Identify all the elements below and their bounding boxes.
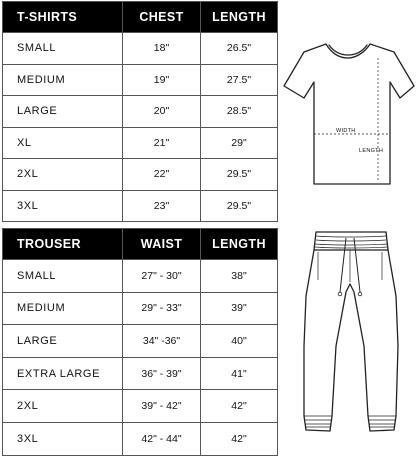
table-row <box>3 33 278 65</box>
size-cell: 3XL <box>3 190 123 222</box>
tshirt-header-chest: CHEST <box>123 2 201 33</box>
table-row <box>3 292 278 325</box>
chest-cell: 18" <box>123 33 201 65</box>
size-cell: 2XL <box>3 390 123 423</box>
waist-cell: 29" - 33" <box>123 292 201 325</box>
tshirt-size-table <box>2 1 278 222</box>
size-cell: LARGE <box>3 325 123 358</box>
table-row <box>3 159 278 191</box>
table-row <box>3 260 278 293</box>
chest-cell: 21" <box>123 127 201 159</box>
table-row <box>3 64 278 96</box>
waist-cell: 39" - 42" <box>123 390 201 423</box>
table-row <box>3 96 278 128</box>
length-cell: 29.5" <box>201 190 278 222</box>
table-row <box>3 127 278 159</box>
length-cell: 29" <box>201 127 278 159</box>
length-cell: 41" <box>201 357 278 390</box>
size-cell: SMALL <box>3 33 123 65</box>
size-cell: MEDIUM <box>3 292 123 325</box>
trouser-header-size: TROUSER <box>3 229 123 260</box>
table-row <box>3 390 278 423</box>
length-cell: 38" <box>201 260 278 293</box>
waist-cell: 27" - 30" <box>123 260 201 293</box>
waist-cell: 42" - 44" <box>123 422 201 455</box>
tshirt-header-row <box>3 2 278 33</box>
size-cell: SMALL <box>3 260 123 293</box>
length-cell: 42" <box>201 422 278 455</box>
chest-cell: 23" <box>123 190 201 222</box>
table-row <box>3 422 278 455</box>
length-cell: 28.5" <box>201 96 278 128</box>
chest-cell: 19" <box>123 64 201 96</box>
tshirt-header-size: T-SHIRTS <box>3 2 123 33</box>
size-cell: LARGE <box>3 96 123 128</box>
length-cell: 40" <box>201 325 278 358</box>
table-row <box>3 190 278 222</box>
length-label: LENGTH <box>359 148 384 154</box>
table-row <box>3 357 278 390</box>
trouser-header-row <box>3 229 278 260</box>
table-row <box>3 325 278 358</box>
waist-cell: 36" - 39" <box>123 357 201 390</box>
trousers-icon <box>278 226 416 448</box>
size-cell: XL <box>3 127 123 159</box>
trouser-header-length: LENGTH <box>201 229 278 260</box>
trouser-header-waist: WAIST <box>123 229 201 260</box>
length-cell: 29.5" <box>201 159 278 191</box>
length-cell: 27.5" <box>201 64 278 96</box>
length-cell: 42" <box>201 390 278 423</box>
tshirt-header-length: LENGTH <box>201 2 278 33</box>
length-cell: 39" <box>201 292 278 325</box>
size-cell: 3XL <box>3 422 123 455</box>
trouser-size-table <box>2 228 278 456</box>
length-cell: 26.5" <box>201 33 278 65</box>
size-cell: 2XL <box>3 159 123 191</box>
chest-cell: 22" <box>123 159 201 191</box>
width-label: WIDTH <box>336 128 356 134</box>
waist-cell: 34" -36" <box>123 325 201 358</box>
size-cell: MEDIUM <box>3 64 123 96</box>
size-cell: EXTRA LARGE <box>3 357 123 390</box>
tshirt-icon <box>278 38 416 190</box>
chest-cell: 20" <box>123 96 201 128</box>
